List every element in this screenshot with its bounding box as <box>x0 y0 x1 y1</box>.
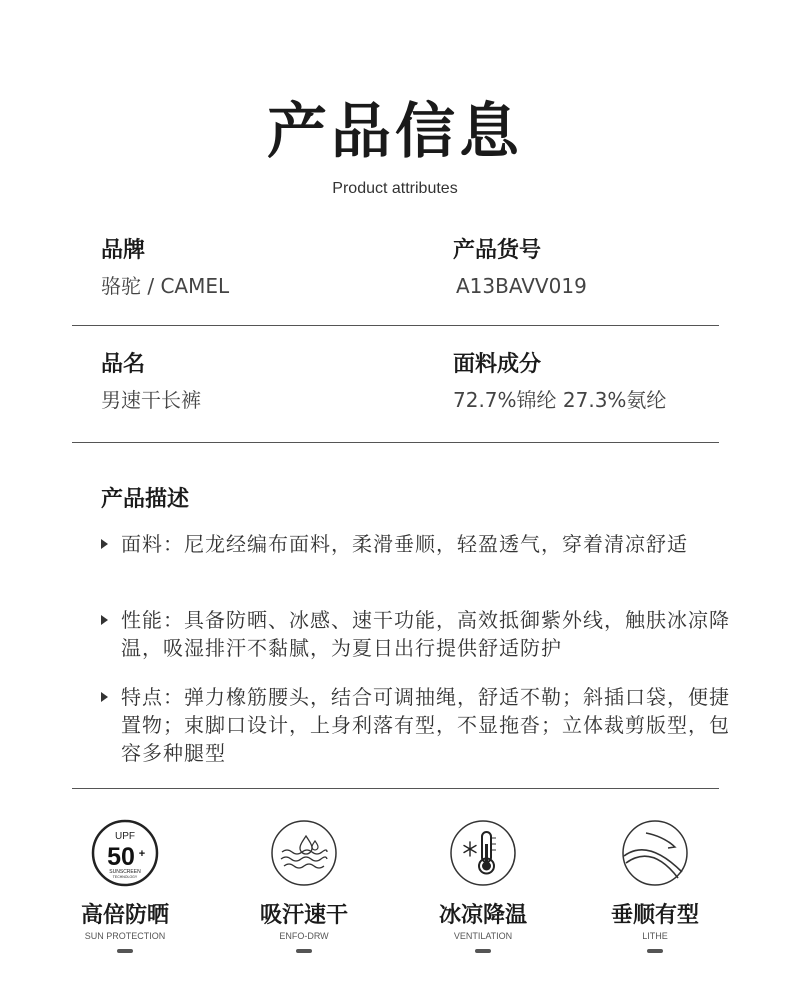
triangle-bullet-icon <box>101 615 108 625</box>
feature-drape <box>565 818 745 953</box>
feature-cooling <box>393 818 573 953</box>
fabric-value: 72.7%锦纶 27.3%氨纶 <box>453 388 667 412</box>
product-name-label: 品名 <box>101 352 146 377</box>
upf50-icon <box>90 818 160 888</box>
product-name-value: 男速干长裤 <box>101 388 201 412</box>
fabric-label: 面料成分 <box>453 352 542 377</box>
feature-subtitle: ENFO-DRW <box>279 931 329 941</box>
brand-label: 品牌 <box>101 238 146 263</box>
page-subtitle: Product attributes <box>332 180 458 197</box>
feature-dash <box>475 949 491 953</box>
description-item-text: 特点：弹力橡筋腰头，结合可调抽绳，舒适不勒；斜插口袋，便捷置物；束脚口设计，上身利落有型，不显拖沓；立体裁剪版型，包容多种腿型 <box>121 685 730 765</box>
description-item-text: 性能：具备防晒、冰感、速干功能，高效抵御紫外线，触肤冰凉降温，吸湿排汗不黏腻，为夏日出行提供舒适防护 <box>121 608 730 660</box>
description-item <box>101 606 741 662</box>
feature-subtitle: SUN PROTECTION <box>84 931 166 941</box>
upf-text: UPF <box>115 831 135 842</box>
description-item <box>101 530 741 558</box>
product-code-label: 产品货号 <box>453 238 542 263</box>
description-title: 产品描述 <box>101 487 190 512</box>
thermometer-snowflake-icon <box>448 818 518 888</box>
feature-quick-dry <box>214 818 394 953</box>
feature-name: 垂顺有型 <box>610 903 699 928</box>
description-item-text: 面料：尼龙经编布面料，柔滑垂顺，轻盈透气，穿着清凉舒适 <box>121 532 688 556</box>
feature-subtitle: VENTILATION <box>453 931 513 941</box>
feature-sun-protection <box>35 818 215 953</box>
feature-dash <box>117 949 133 953</box>
feature-name: 吸汗速干 <box>259 903 348 928</box>
brand-value: 骆驼 / CAMEL <box>101 274 230 298</box>
product-code-value: A13BAVV019 <box>456 274 587 298</box>
triangle-bullet-icon <box>101 539 108 549</box>
upf-sunscreen: SUNSCREEN <box>109 869 141 875</box>
description-item <box>101 683 741 767</box>
water-drop-icon <box>269 818 339 888</box>
upf-number: 50 <box>107 843 135 871</box>
page-title: 产品信息 <box>267 97 523 167</box>
triangle-bullet-icon <box>101 692 108 702</box>
feature-name: 高倍防晒 <box>80 903 169 928</box>
upf-technology: TECHNOLOGY <box>112 875 138 879</box>
divider <box>72 788 719 789</box>
drape-curve-icon <box>620 818 690 888</box>
feature-dash <box>647 949 663 953</box>
divider <box>72 325 719 326</box>
feature-dash <box>296 949 312 953</box>
upf-plus: + <box>138 848 146 860</box>
feature-name: 冰凉降温 <box>438 903 527 928</box>
divider <box>72 442 719 443</box>
feature-subtitle: LITHE <box>642 931 668 941</box>
